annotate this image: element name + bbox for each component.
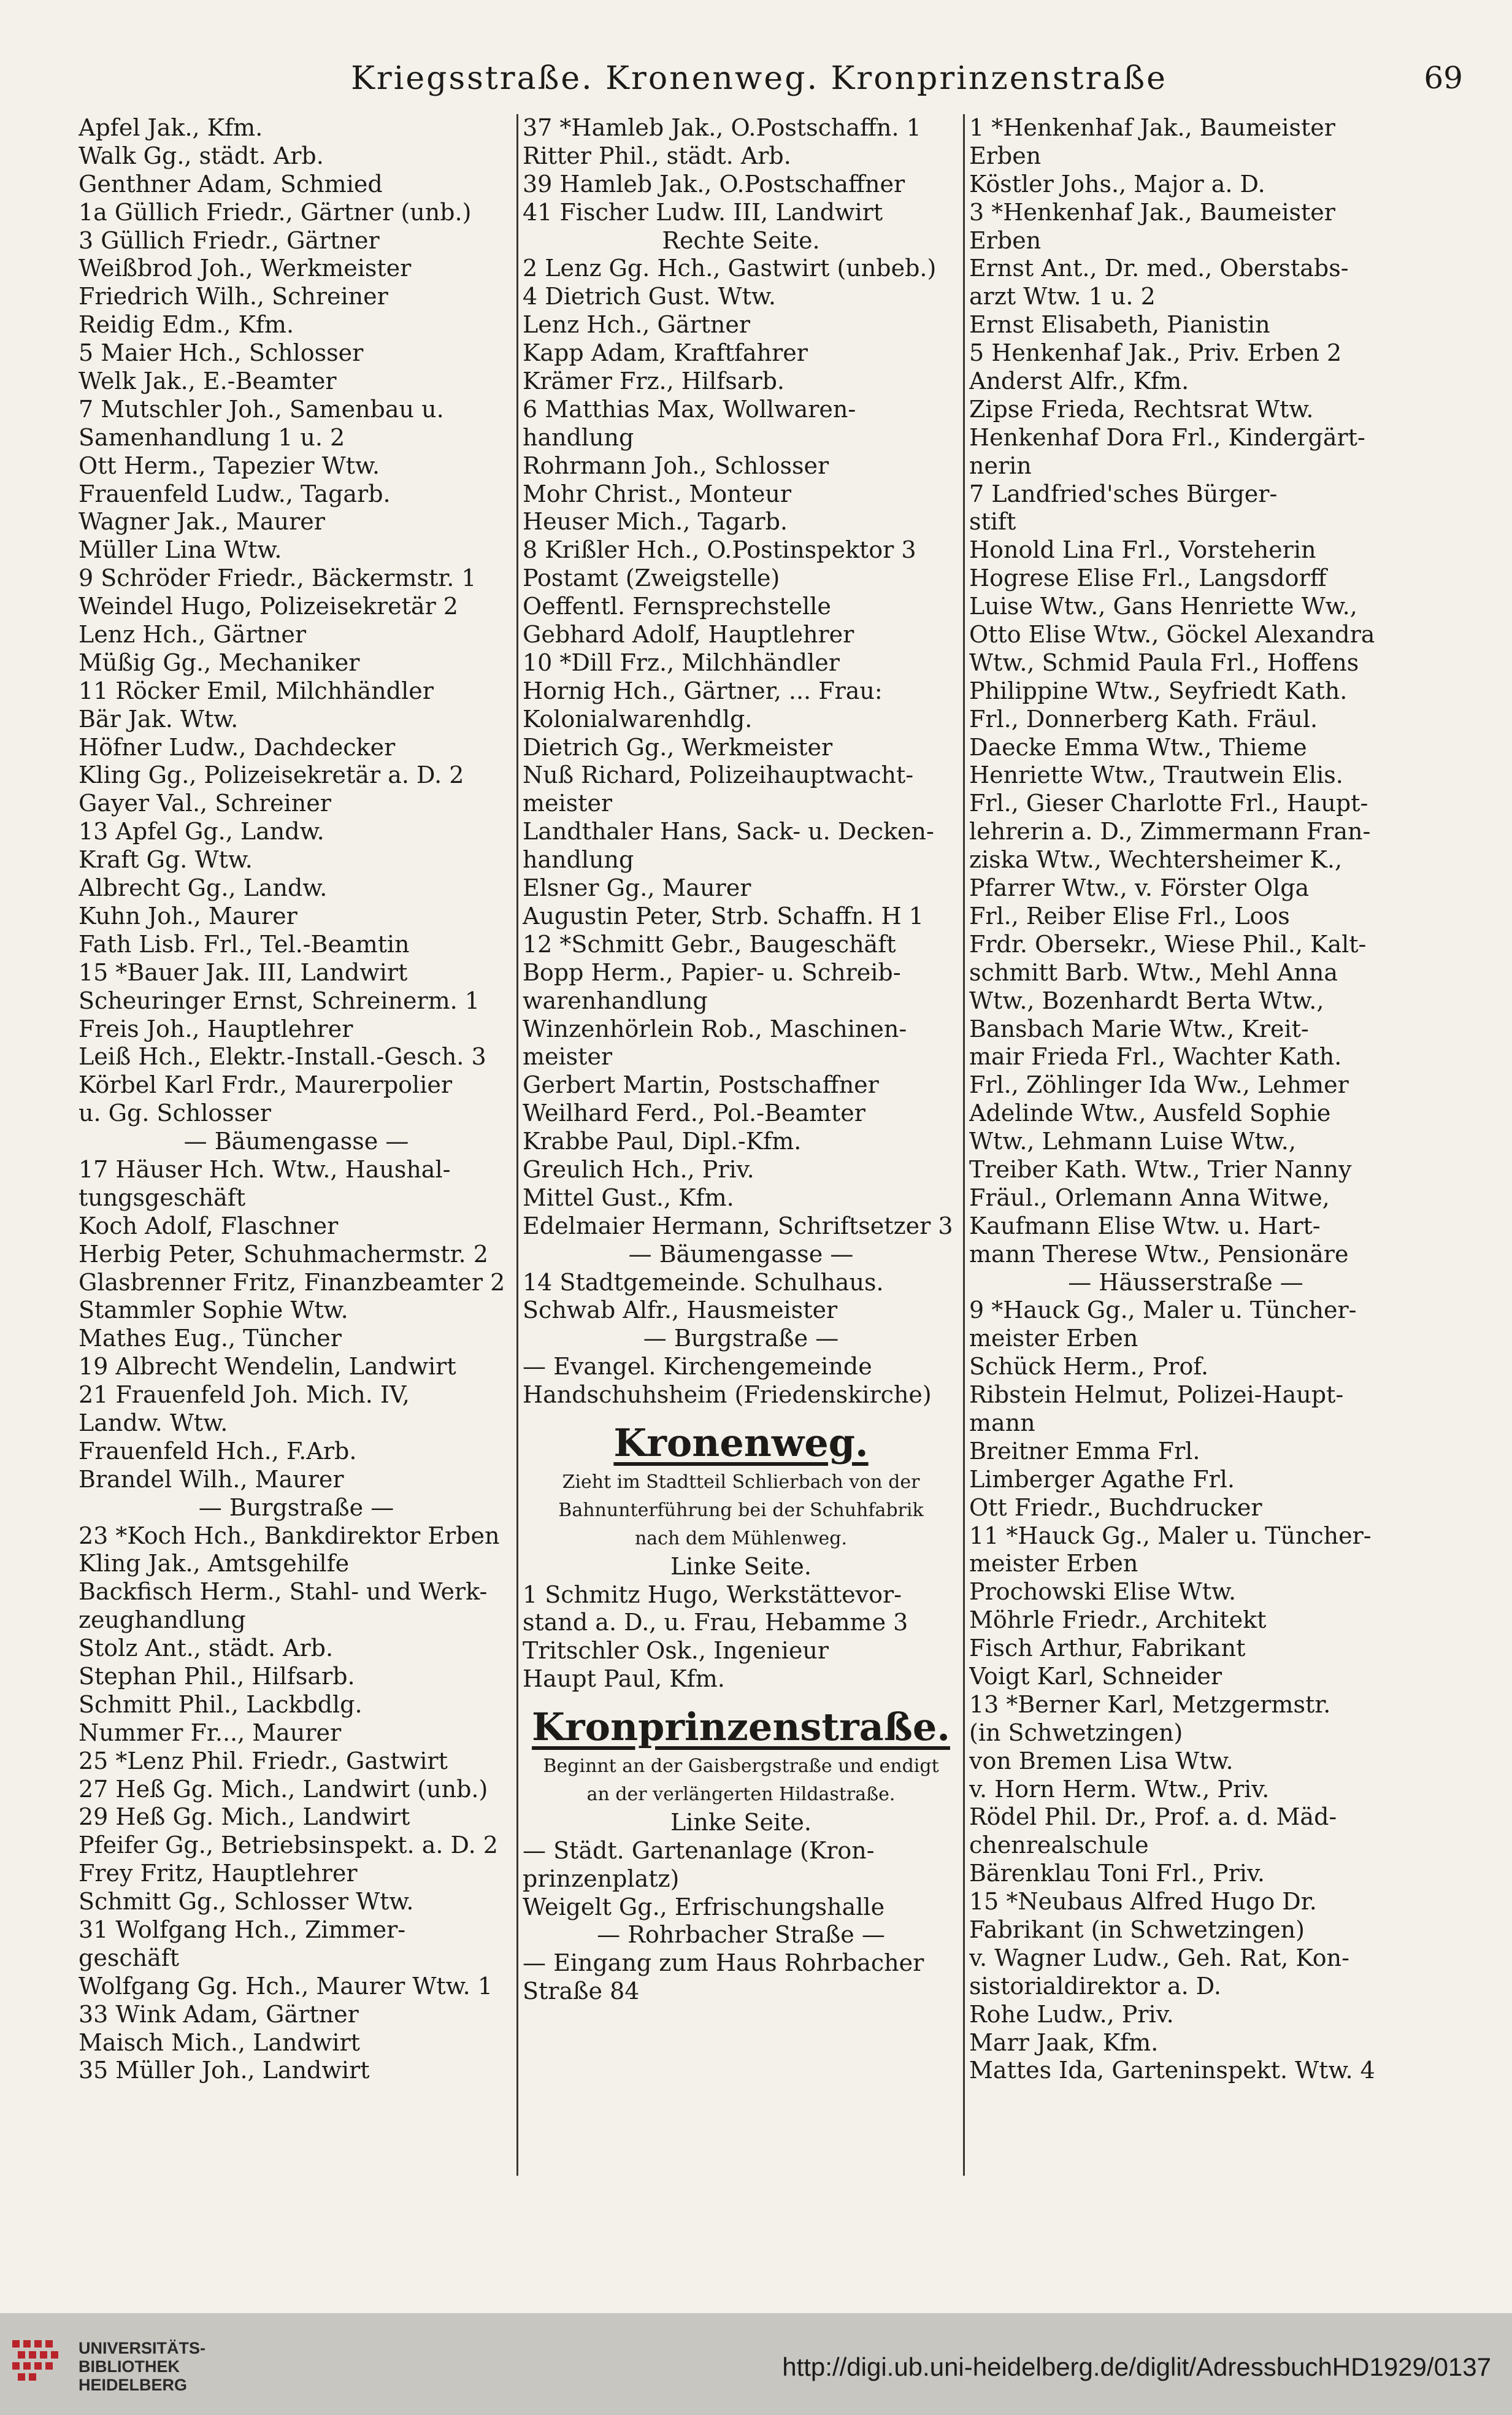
directory-entry-line: Fräul., Orlemann Anna Witwe, <box>969 1184 1330 1211</box>
directory-entry-line: 9 Schröder Friedr., Bäckermstr. 1 <box>79 564 477 592</box>
directory-entry-line: Lenz Hch., Gärtner <box>79 621 307 649</box>
directory-entry-line: — Bäumengasse — <box>183 1128 409 1155</box>
directory-entry-line: Müller Lina Wtw. <box>79 536 282 564</box>
directory-entry-line: Rohe Ludw., Priv. <box>969 2000 1174 2028</box>
directory-entry-line: Oeffentl. Fernsprechstelle <box>523 593 831 620</box>
directory-entry-line: stand a. D., u. Frau, Hebamme 3 <box>523 1609 908 1636</box>
directory-entry-line: Ribstein Helmut, Polizei-Haupt- <box>969 1381 1344 1409</box>
directory-entry-line: Postamt (Zweigstelle) <box>523 564 780 592</box>
directory-entry-line: Kolonialwarenhdlg. <box>523 705 753 733</box>
directory-entry-line: Zieht im Stadtteil Schlierbach von der <box>562 1471 920 1493</box>
directory-entry-line: v. Horn Herm. Wtw., Priv. <box>969 1775 1270 1803</box>
directory-entry-line: Herbig Peter, Schuhmachermstr. 2 <box>79 1240 488 1268</box>
directory-entry-line: Nuß Richard, Polizeihauptwacht- <box>523 761 914 789</box>
directory-entry-line: Voigt Karl, Schneider <box>969 1662 1222 1690</box>
directory-entry-line: meister <box>523 790 613 817</box>
column-right <box>969 114 1402 2085</box>
directory-entry-line: Mattes Ida, Garteninspekt. Wtw. 4 <box>969 2057 1375 2084</box>
directory-entry-line: Tritschler Osk., Ingenieur <box>523 1637 829 1665</box>
directory-entry-line: 11 Röcker Emil, Milchhändler <box>79 677 434 704</box>
directory-entry-line: Wolfgang Gg. Hch., Maurer Wtw. 1 <box>79 1972 493 2000</box>
directory-entry-line: Ernst Ant., Dr. med., Oberstabs- <box>969 255 1349 282</box>
directory-entry-line: Körbel Karl Frdr., Maurerpolier <box>79 1071 453 1099</box>
directory-entry-line: 9 *Hauck Gg., Maler u. Tüncher- <box>969 1296 1357 1324</box>
directory-entry-line: Mathes Eug., Tüncher <box>79 1325 342 1352</box>
directory-entry-line: Dietrich Gg., Werkmeister <box>523 733 833 761</box>
directory-entry-line: 13 *Berner Karl, Metzgermstr. <box>969 1690 1331 1718</box>
directory-entry-line: 12 *Schmitt Gebr., Baugeschäft <box>523 930 896 958</box>
directory-entry-line: Straße 84 <box>523 1978 640 2005</box>
directory-entry-line: sistorialdirektor a. D. <box>969 1972 1221 2000</box>
directory-entry-line: ziska Wtw., Wechtersheimer K., <box>969 846 1343 874</box>
directory-entry-line: Ott Friedr., Buchdrucker <box>969 1493 1262 1521</box>
directory-entry-line: 7 Mutschler Joh., Samenbau u. <box>79 395 444 423</box>
directory-entry-line: Gebhard Adolf, Hauptlehrer <box>523 621 854 649</box>
directory-entry-line: Schwab Alfr., Hausmeister <box>523 1296 838 1324</box>
directory-entry-line: an der verlängerten Hildastraße. <box>586 1783 896 1805</box>
directory-entry-line: Müßig Gg., Mechaniker <box>79 649 360 676</box>
directory-entry-line: — Rohrbacher Straße — <box>597 1921 885 1949</box>
directory-entry-line: 1a Güllich Friedr., Gärtner (unb.) <box>79 198 472 226</box>
directory-entry-line: 8 Krißler Hch., O.Postinspektor 3 <box>523 536 916 564</box>
directory-entry-line: 35 Müller Joh., Landwirt <box>79 2057 370 2084</box>
directory-entry-line: Beginnt an der Gaisbergstraße und endigt <box>543 1755 939 1778</box>
directory-entry-line: 5 Maier Hch., Schlosser <box>79 339 364 367</box>
directory-entry-line: mann Therese Wtw., Pensionäre <box>969 1240 1349 1268</box>
page-title: Kriegsstraße. Kronenweg. Kronprinzenstraße <box>351 60 1167 97</box>
directory-entry-line: — Häusserstraße — <box>1068 1268 1303 1296</box>
directory-entry-line: Scheuringer Ernst, Schreinerm. 1 <box>79 987 480 1014</box>
directory-entry-line: Samenhandlung 1 u. 2 <box>79 423 345 451</box>
directory-entry-line: Fabrikant (in Schwetzingen) <box>969 1916 1305 1943</box>
column-middle <box>523 114 959 2006</box>
directory-entry-line: 2 Lenz Gg. Hch., Gastwirt (unbeb.) <box>523 255 937 282</box>
directory-entry-line: Bansbach Marie Wtw., Kreit- <box>969 1015 1309 1042</box>
directory-entry-line: Schmitt Phil., Lackbdlg. <box>79 1690 363 1718</box>
directory-entry-line: Kaufmann Elise Wtw. u. Hart- <box>969 1212 1321 1239</box>
directory-entry-line: Stammler Sophie Wtw. <box>79 1296 348 1324</box>
directory-entry-line: Haupt Paul, Kfm. <box>523 1665 725 1693</box>
directory-entry-line: 17 Häuser Hch. Wtw., Haushal- <box>79 1155 451 1183</box>
directory-entry-line: Marr Jaak, Kfm. <box>969 2028 1159 2056</box>
directory-entry-line: meister Erben <box>969 1550 1138 1577</box>
directory-entry-line: Mittel Gust., Kfm. <box>523 1184 734 1211</box>
directory-entry-line: Frl., Gieser Charlotte Frl., Haupt- <box>969 790 1368 817</box>
directory-entry-line: nerin <box>969 452 1032 479</box>
directory-entry-line: warenhandlung <box>523 987 708 1014</box>
directory-entry-line: schmitt Barb. Wtw., Mehl Anna <box>969 958 1338 986</box>
section-heading: Kronprinzenstraße. <box>532 1704 950 1750</box>
directory-entry-line: u. Gg. Schlosser <box>79 1100 271 1127</box>
directory-entry-line: 14 Stadtgemeinde. Schulhaus. <box>523 1268 884 1296</box>
directory-entry-line: Honold Lina Frl., Vorsteherin <box>969 536 1316 564</box>
directory-entry-line: Apfel Jak., Kfm. <box>79 114 263 141</box>
directory-entry-line: Stephan Phil., Hilfsarb. <box>79 1662 355 1690</box>
directory-entry-line: Köstler Johs., Major a. D. <box>969 170 1265 198</box>
directory-entry-line: Bopp Herm., Papier- u. Schreib- <box>523 958 901 986</box>
directory-entry-line: — Evangel. Kirchengemeinde <box>523 1353 872 1381</box>
column-divider <box>963 114 965 2176</box>
directory-entry-line: Weindel Hugo, Polizeisekretär 2 <box>79 593 458 620</box>
directory-entry-line: 19 Albrecht Wendelin, Landwirt <box>79 1353 456 1381</box>
directory-entry-line: Otto Elise Wtw., Göckel Alexandra <box>969 621 1375 649</box>
directory-entry-line: Stolz Ant., städt. Arb. <box>79 1635 334 1662</box>
directory-entry-line: 25 *Lenz Phil. Friedr., Gastwirt <box>79 1747 448 1774</box>
directory-entry-line: 3 *Henkenhaf Jak., Baumeister <box>969 198 1335 226</box>
directory-entry-line: 10 *Dill Frz., Milchhändler <box>523 649 840 676</box>
directory-entry-line: Rohrmann Joh., Schlosser <box>523 452 829 479</box>
directory-entry-line: — Eingang zum Haus Rohrbacher <box>523 1949 924 1977</box>
directory-entry-line: Zipse Frieda, Rechtsrat Wtw. <box>969 395 1314 423</box>
directory-entry-line: Prochowski Elise Wtw. <box>969 1578 1237 1606</box>
directory-entry-line: Frl., Zöhlinger Ida Ww., Lehmer <box>969 1071 1349 1099</box>
directory-entry-line: geschäft <box>79 1944 180 1971</box>
directory-entry-line: 15 *Neubaus Alfred Hugo Dr. <box>969 1888 1317 1916</box>
directory-entry-line: 41 Fischer Ludw. III, Landwirt <box>523 198 883 226</box>
directory-entry-line: Welk Jak., E.-Beamter <box>79 368 337 395</box>
directory-entry-line: Genthner Adam, Schmied <box>79 170 383 198</box>
directory-entry-line: Landw. Wtw. <box>79 1409 228 1436</box>
directory-entry-line: Krämer Frz., Hilfsarb. <box>523 368 785 395</box>
directory-entry-line: Friedrich Wilh., Schreiner <box>79 283 388 310</box>
directory-entry-line: 33 Wink Adam, Gärtner <box>79 2000 359 2028</box>
directory-entry-line: tungsgeschäft <box>79 1184 246 1211</box>
directory-entry-line: Augustin Peter, Strb. Schaffn. H 1 <box>523 902 924 930</box>
directory-entry-line: Weilhard Ferd., Pol.-Beamter <box>523 1100 865 1127</box>
directory-entry-line: — Städt. Gartenanlage (Kron- <box>523 1836 875 1864</box>
directory-entry-line: Pfeifer Gg., Betriebsinspekt. a. D. 2 <box>79 1831 498 1859</box>
directory-entry-line: Gayer Val., Schreiner <box>79 790 331 817</box>
directory-entry-line: 3 Güllich Friedr., Gärtner <box>79 226 380 254</box>
directory-entry-line: Hogrese Elise Frl., Langsdorff <box>969 564 1327 592</box>
directory-entry-line: Rödel Phil. Dr., Prof. a. d. Mäd- <box>969 1803 1337 1831</box>
directory-entry-line: stift <box>969 508 1016 536</box>
directory-entry-line: 5 Henkenhaf Jak., Priv. Erben 2 <box>969 339 1342 367</box>
directory-entry-line: arzt Wtw. 1 u. 2 <box>969 283 1156 310</box>
directory-entry-line: von Bremen Lisa Wtw. <box>969 1747 1234 1774</box>
directory-entry-line: Maisch Mich., Landwirt <box>79 2028 360 2056</box>
directory-entry-line: 23 *Koch Hch., Bankdirektor Erben <box>79 1522 500 1549</box>
source-url[interactable]: http://digi.ub.uni-heidelberg.de/diglit/AdressbuchHD1929/0137 <box>782 2352 1491 2381</box>
directory-entry-line: 1 *Henkenhaf Jak., Baumeister <box>969 114 1335 141</box>
directory-entry-line: 4 Dietrich Gust. Wtw. <box>523 283 776 310</box>
directory-entry-line: Walk Gg., städt. Arb. <box>79 142 324 169</box>
directory-entry-line: Edelmaier Hermann, Schriftsetzer 3 <box>523 1212 953 1239</box>
directory-entry-line: 13 Apfel Gg., Landw. <box>79 818 324 845</box>
directory-entry-line: handlung <box>523 423 634 451</box>
directory-entry-line: Bahnunterführung bei der Schuhfabrik <box>558 1499 924 1521</box>
directory-entry-line: v. Wagner Ludw., Geh. Rat, Kon- <box>969 1944 1349 1971</box>
directory-entry-line: lehrerin a. D., Zimmermann Fran- <box>969 818 1371 845</box>
directory-entry-line: Mohr Christ., Monteur <box>523 480 792 507</box>
directory-entry-line: Daecke Emma Wtw., Thieme <box>969 733 1307 761</box>
directory-entry-line: Ritter Phil., städt. Arb. <box>523 142 791 169</box>
directory-entry-line: 1 Schmitz Hugo, Werkstättevor- <box>523 1581 902 1608</box>
directory-entry-line: Landthaler Hans, Sack- u. Decken- <box>523 818 934 845</box>
directory-entry-line: Heuser Mich., Tagarb. <box>523 508 788 536</box>
directory-entry-line: 7 Landfried'sches Bürger- <box>969 480 1278 507</box>
directory-entry-line: 31 Wolfgang Hch., Zimmer- <box>79 1916 406 1943</box>
directory-entry-line: Kraft Gg. Wtw. <box>79 846 253 874</box>
column-divider <box>516 114 518 2176</box>
directory-entry-line: Bär Jak. Wtw. <box>79 705 239 733</box>
directory-entry-line: Lenz Hch., Gärtner <box>523 311 751 339</box>
directory-entry-line: (in Schwetzingen) <box>969 1719 1183 1746</box>
directory-entry-line: Fath Lisb. Frl., Tel.-Beamtin <box>79 930 410 958</box>
directory-entry-line: Frdr. Obersekr., Wiese Phil., Kalt- <box>969 930 1367 958</box>
directory-entry-line: Koch Adolf, Flaschner <box>79 1212 339 1239</box>
directory-entry-line: Reidig Edm., Kfm. <box>79 311 294 339</box>
directory-entry-line: Höfner Ludw., Dachdecker <box>79 733 396 761</box>
directory-entry-line: Frl., Reiber Elise Frl., Loos <box>969 902 1290 930</box>
directory-entry-line: zeughandlung <box>79 1606 246 1634</box>
directory-entry-line: Weißbrod Joh., Werkmeister <box>79 255 412 282</box>
directory-entry-line: Frl., Donnerberg Kath. Fräul. <box>969 705 1318 733</box>
directory-entry-line: Erben <box>969 226 1042 254</box>
directory-entry-line: Frey Fritz, Hauptlehrer <box>79 1860 358 1887</box>
directory-entry-line: 37 *Hamleb Jak., O.Postschaffn. 1 <box>523 114 921 141</box>
directory-entry-line: Henriette Wtw., Trautwein Elis. <box>969 761 1343 789</box>
directory-entry-line: Breitner Emma Frl. <box>969 1437 1200 1465</box>
directory-entry-line: Nummer Fr..., Maurer <box>79 1719 342 1746</box>
column-left <box>79 114 514 2085</box>
directory-entry-line: Leiß Hch., Elektr.-Install.-Gesch. 3 <box>79 1043 486 1071</box>
directory-entry-line: Winzenhörlein Rob., Maschinen- <box>523 1015 907 1042</box>
directory-entry-line: Ernst Elisabeth, Pianistin <box>969 311 1270 339</box>
directory-entry-line: Krabbe Paul, Dipl.-Kfm. <box>523 1128 802 1155</box>
section-heading: Kronenweg. <box>613 1420 869 1465</box>
directory-entry-line: Rechte Seite. <box>662 226 820 254</box>
directory-entry-line: Fisch Arthur, Fabrikant <box>969 1635 1246 1662</box>
directory-entry-line: Greulich Hch., Priv. <box>523 1155 754 1183</box>
directory-entry-line: Wtw., Bozenhardt Berta Wtw., <box>969 987 1324 1014</box>
directory-entry-line: Adelinde Wtw., Ausfeld Sophie <box>969 1100 1331 1127</box>
directory-entry-line: Kapp Adam, Kraftfahrer <box>523 339 808 367</box>
directory-entry-line: Luise Wtw., Gans Henriette Ww., <box>969 593 1357 620</box>
directory-entry-line: Möhrle Friedr., Architekt <box>969 1606 1267 1634</box>
directory-entry-line: mann <box>969 1409 1035 1436</box>
directory-entry-line: Erben <box>969 142 1042 169</box>
directory-entry-line: 6 Matthias Max, Wollwaren- <box>523 395 856 423</box>
directory-entry-line: Frauenfeld Hch., F.Arb. <box>79 1437 357 1465</box>
directory-entry-line: meister <box>523 1043 613 1071</box>
directory-entry-line: Henkenhaf Dora Frl., Kindergärt- <box>969 423 1365 451</box>
directory-entry-line: 11 *Hauck Gg., Maler u. Tüncher- <box>969 1522 1372 1549</box>
directory-entry-line: Weigelt Gg., Erfrischungshalle <box>523 1893 885 1920</box>
directory-entry-line: 39 Hamleb Jak., O.Postschaffner <box>523 170 905 198</box>
directory-entry-line: Freis Joh., Hauptlehrer <box>79 1015 353 1042</box>
directory-entry-line: Gerbert Martin, Postschaffner <box>523 1071 879 1099</box>
page-header <box>55 60 1463 104</box>
directory-entry-line: 29 Heß Gg. Mich., Landwirt <box>79 1803 410 1831</box>
directory-entry-line: Wtw., Lehmann Luise Wtw., <box>969 1128 1296 1155</box>
directory-entry-line: Bärenklau Toni Frl., Priv. <box>969 1860 1265 1887</box>
directory-entry-line: Treiber Kath. Wtw., Trier Nanny <box>969 1155 1352 1183</box>
directory-entry-line: 15 *Bauer Jak. III, Landwirt <box>79 958 408 986</box>
directory-entry-line: — Burgstraße — <box>643 1325 839 1352</box>
directory-entry-line: Glasbrenner Fritz, Finanzbeamter 2 <box>79 1268 505 1296</box>
footer-bar <box>0 2313 1512 2415</box>
directory-entry-line: Limberger Agathe Frl. <box>969 1465 1235 1493</box>
directory-entry-line: Philippine Wtw., Seyfriedt Kath. <box>969 677 1348 704</box>
directory-entry-line: Schück Herm., Prof. <box>969 1353 1209 1381</box>
institution-name: UNIVERSITÄTS- BIBLIOTHEK HEIDELBERG <box>79 2339 206 2394</box>
directory-entry-line: chenrealschule <box>969 1831 1149 1859</box>
directory-entry-line: nach dem Mühlenweg. <box>634 1527 847 1549</box>
directory-entry-line: meister Erben <box>969 1325 1138 1352</box>
directory-entry-line: Anderst Alfr., Kfm. <box>969 368 1189 395</box>
directory-entry-line: Pfarrer Wtw., v. Förster Olga <box>969 874 1310 902</box>
directory-entry-line: prinzenplatz) <box>523 1865 680 1892</box>
directory-entry-line: mair Frieda Frl., Wachter Kath. <box>969 1043 1342 1071</box>
directory-entry-line: handlung <box>523 846 634 874</box>
directory-entry-line: Handschuhsheim (Friedenskirche) <box>523 1381 932 1409</box>
directory-entry-line: Backfisch Herm., Stahl- und Werk- <box>79 1578 488 1606</box>
directory-entry-line: — Bäumengasse — <box>628 1240 854 1268</box>
directory-entry-line: Frauenfeld Ludw., Tagarb. <box>79 480 391 507</box>
library-logo-icon <box>10 2338 70 2390</box>
directory-entry-line: — Burgstraße — <box>198 1493 394 1521</box>
directory-entry-line: Hornig Hch., Gärtner, ... Frau: <box>523 677 883 704</box>
directory-entry-line: Linke Seite. <box>670 1552 812 1580</box>
directory-entry-line: Kling Jak., Amtsgehilfe <box>79 1550 350 1577</box>
directory-entry-line: Kling Gg., Polizeisekretär a. D. 2 <box>79 761 464 789</box>
directory-entry-line: 27 Heß Gg. Mich., Landwirt (unb.) <box>79 1775 488 1803</box>
directory-entry-line: Ott Herm., Tapezier Wtw. <box>79 452 380 479</box>
directory-entry-line: Wtw., Schmid Paula Frl., Hoffens <box>969 649 1359 676</box>
directory-entry-line: 21 Frauenfeld Joh. Mich. IV, <box>79 1381 410 1409</box>
directory-entry-line: Kuhn Joh., Maurer <box>79 902 297 930</box>
page-number: 69 <box>1424 60 1463 96</box>
directory-entry-line: Brandel Wilh., Maurer <box>79 1465 344 1493</box>
directory-entry-line: Albrecht Gg., Landw. <box>79 874 328 902</box>
directory-entry-line: Wagner Jak., Maurer <box>79 508 325 536</box>
directory-entry-line: Linke Seite. <box>670 1808 812 1836</box>
directory-entry-line: Elsner Gg., Maurer <box>523 874 751 902</box>
directory-entry-line: Schmitt Gg., Schlosser Wtw. <box>79 1888 414 1916</box>
